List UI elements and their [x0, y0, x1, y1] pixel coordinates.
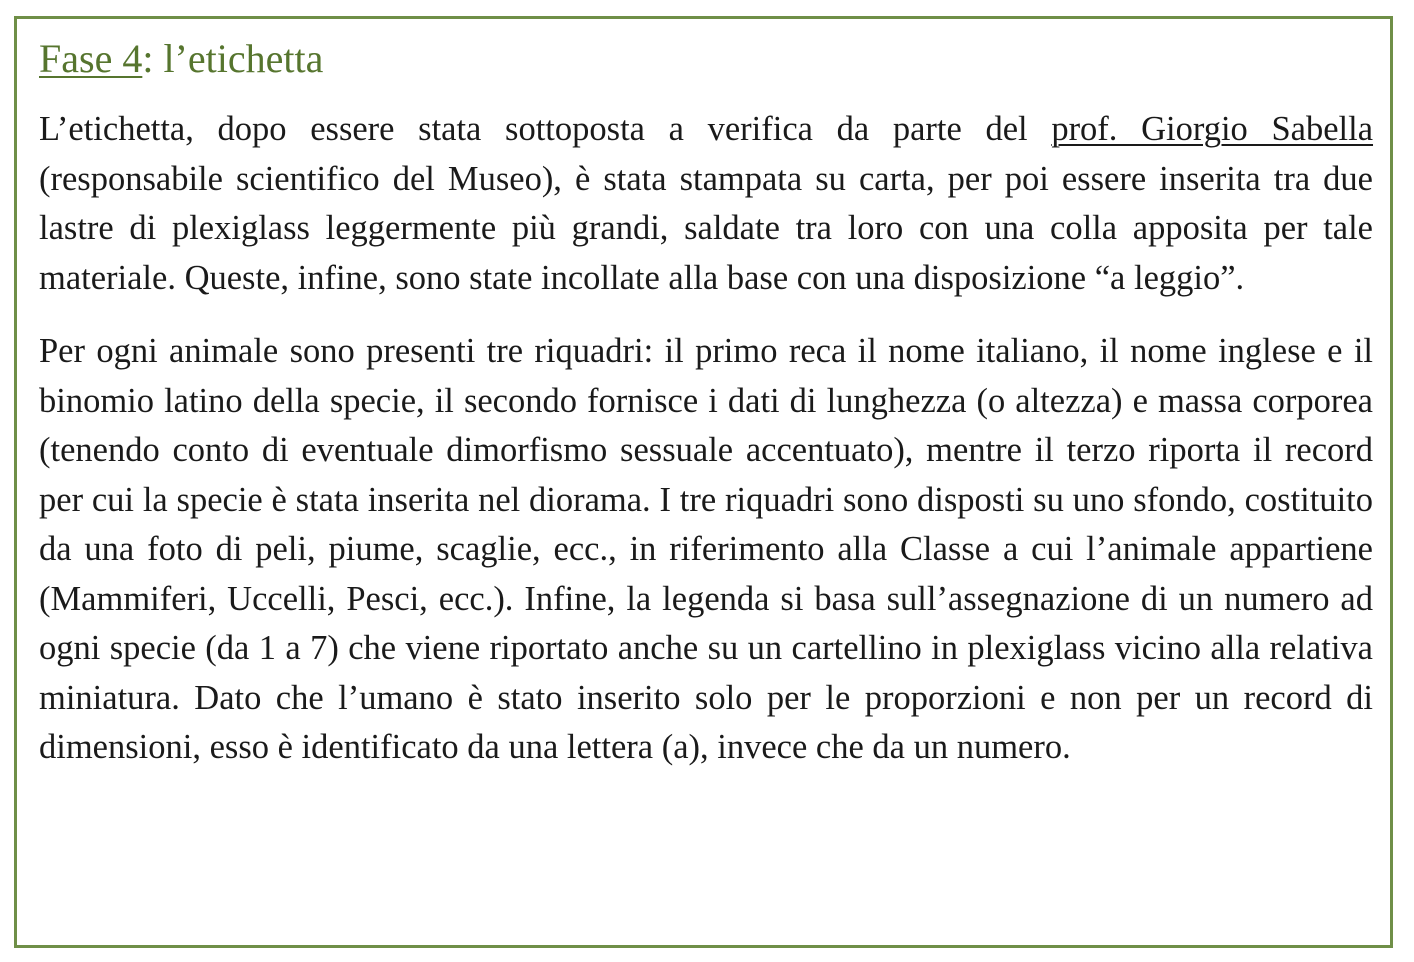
- professor-link[interactable]: prof. Giorgio Sabella: [1051, 110, 1374, 148]
- heading-underlined-label: Fase 4: [39, 36, 143, 81]
- paragraph-label-description: [39, 105, 1373, 303]
- paragraph-panels-description: Per ogni animale sono presenti tre riquadri: il primo reca il nome italiano, il nome inglese e il binomio latino della specie, il secondo fornisce i dati di lunghezza (o altezza) e massa corporea (tenendo conto di eventuale dimorfismo sessuale accentuato), mentre il terzo riporta il record per cui la specie è stata inserita nel diorama. I tre riquadri sono disposti su uno sfondo, costituito da una foto di peli, piume, scaglie, ecc., in riferimento alla Classe a cui l’animale appartiene (Mammiferi, Uccelli, Pesci, ecc.). Infine, la legenda si basa sull’assegnazione di un numero ad ogni specie (da 1 a 7) che viene riportato anche su un cartellino in plexiglass vicino alla relativa miniatura. Dato che l’umano è stato inserito solo per le proporzioni e non per un record di dimensioni, esso è identificato da una lettera (a), invece che da un numero.: [39, 332, 1373, 766]
- section-heading: [39, 33, 1373, 85]
- text-box-frame: [14, 16, 1393, 948]
- text-box-content: [39, 33, 1373, 773]
- heading-title: : l’etichetta: [142, 36, 324, 81]
- paragraph1-rest: (responsabile scientifico del Museo), è stata stampata su carta, per poi essere inserita tra due lastre di plexiglass leggermente più grandi, saldate tra loro con una colla apposita per tale materiale. Queste, infine, sono state incollate alla base con una disposizione “a leggio”.: [39, 159, 1373, 297]
- paragraph1-intro: L’etichetta, dopo essere stata sottoposta a verifica da parte del: [39, 110, 1052, 148]
